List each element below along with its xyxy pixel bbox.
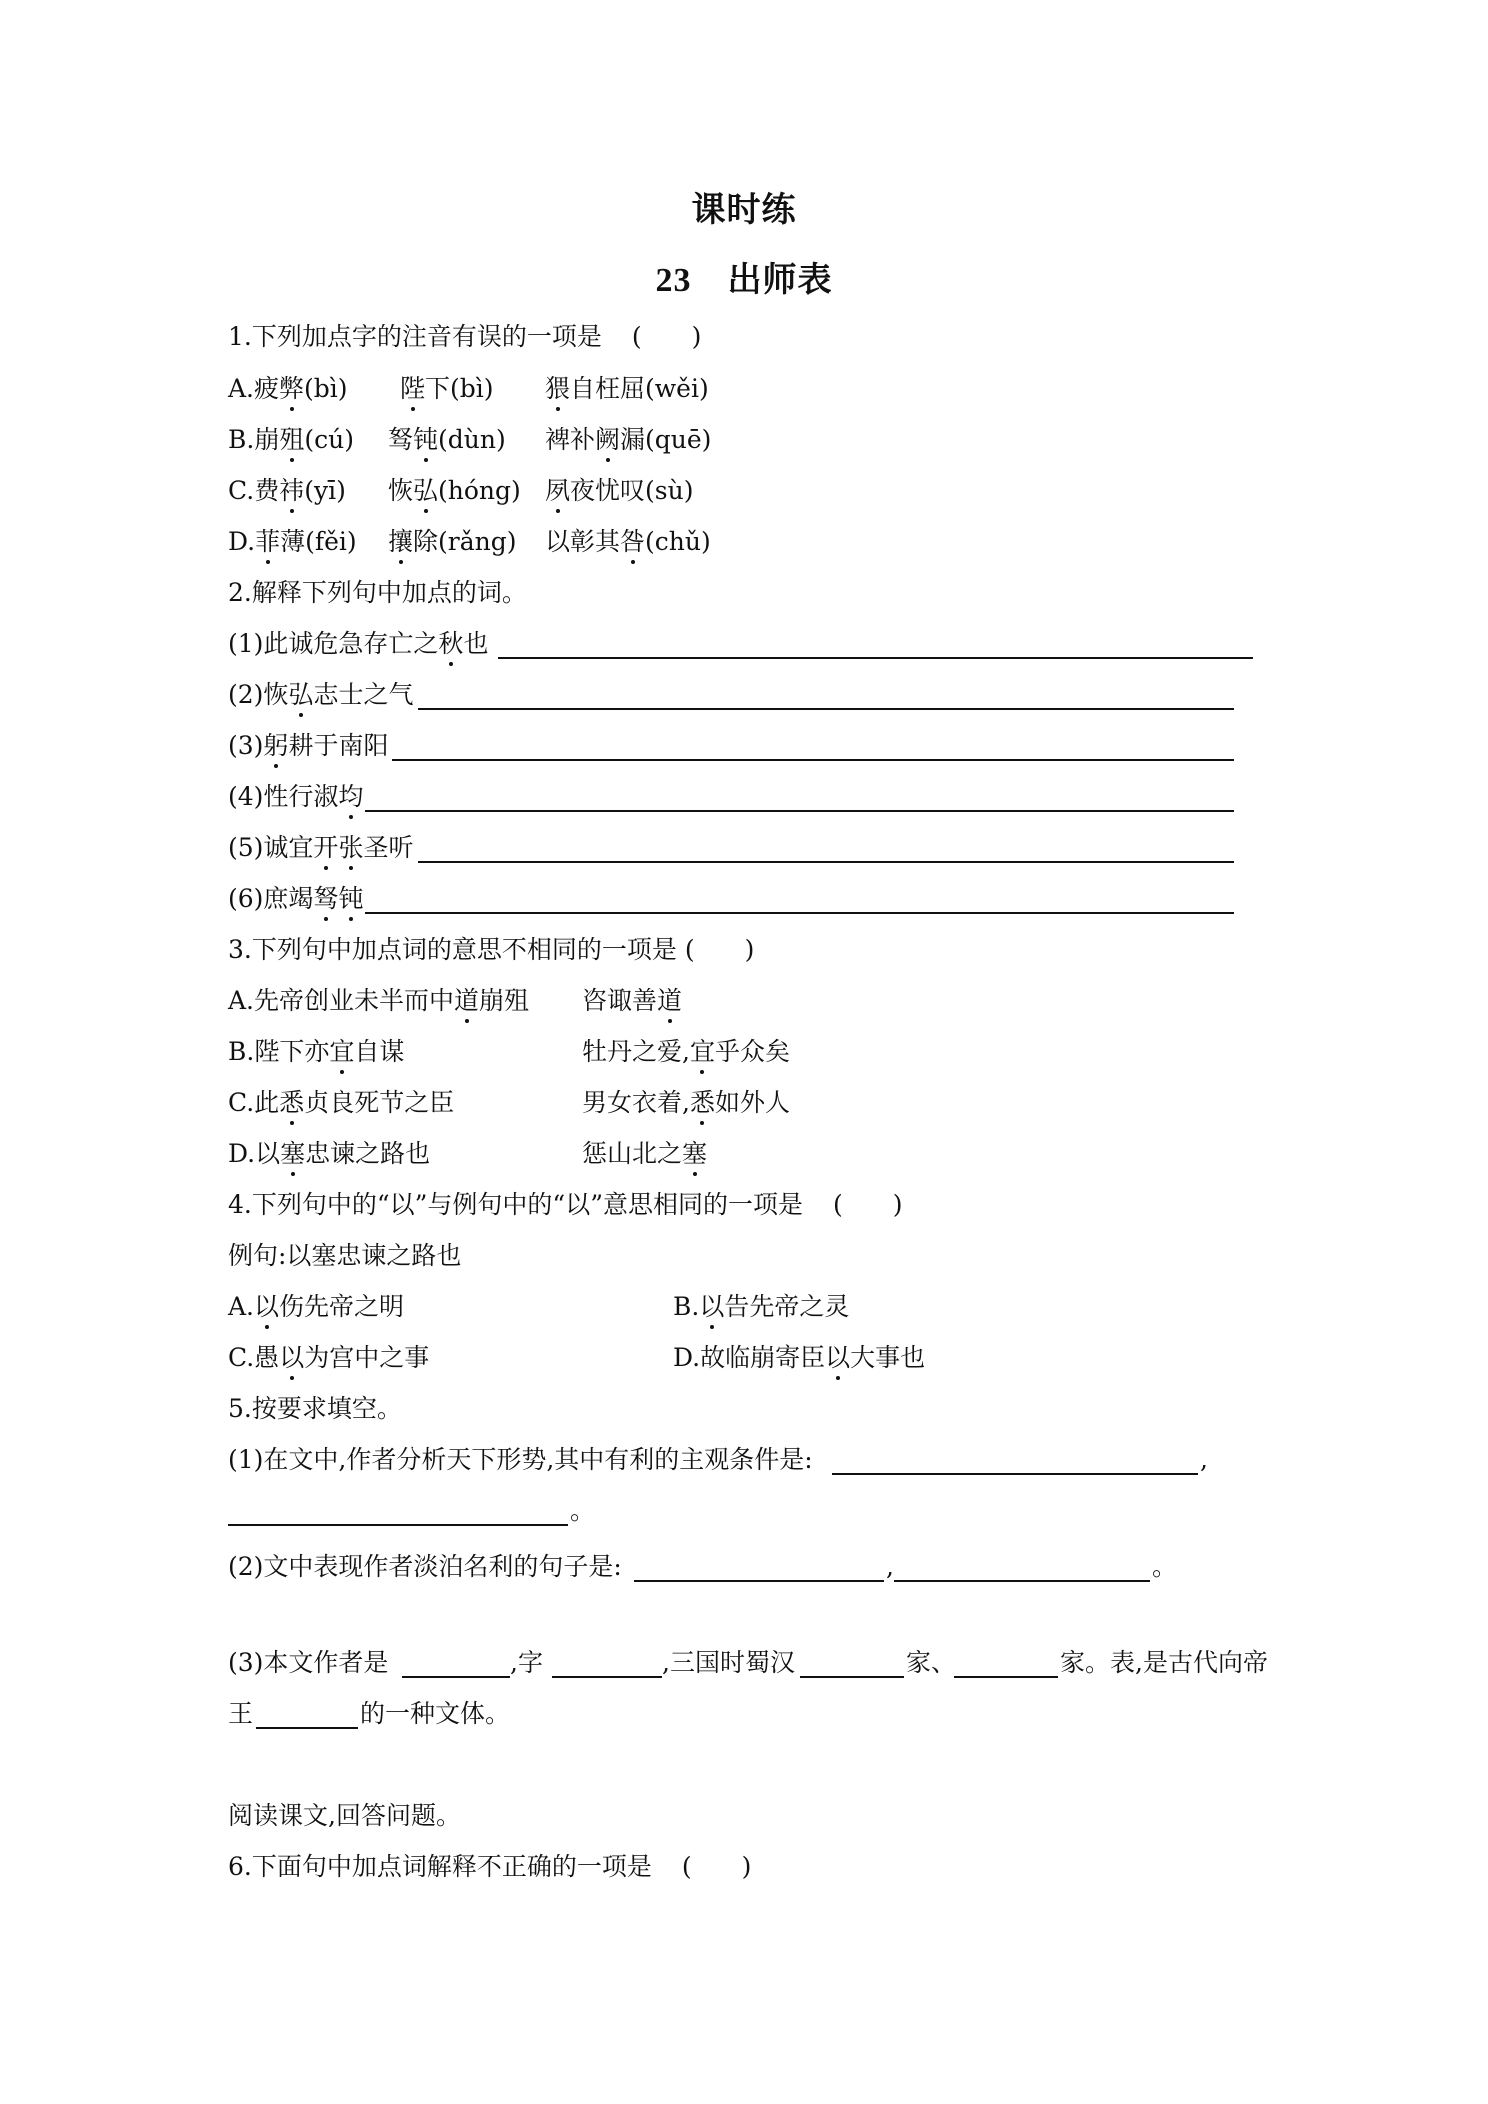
q5-part-1: (1)在文中,作者分析天下形势,其中有利的主观条件是: <box>228 1445 813 1474</box>
q4-option-c: C.愚以为宫中之事 <box>228 1341 429 1375</box>
q2-item-2: (2)恢弘志士之气 <box>228 678 413 712</box>
q5-2-blank-1[interactable] <box>634 1580 884 1582</box>
q5-3-tail: 家。表,是古代向帝 <box>1060 1648 1268 1677</box>
q1-option-d: D.菲薄(fěi) <box>228 525 357 559</box>
q4-option-a: A.以伤先帝之明 <box>228 1290 404 1324</box>
q1-d-item-1: 菲薄(fěi) <box>255 527 357 556</box>
question-5-stem: 5.按要求填空。 <box>228 1394 402 1423</box>
lesson-name: 出师表 <box>727 260 833 300</box>
q5-part-2: (2)文中表现作者淡泊名利的句子是: <box>228 1552 622 1581</box>
q3-option-c: C.此悉贞良死节之臣 <box>228 1086 454 1120</box>
q5-3-blank-role-2[interactable] <box>954 1676 1058 1678</box>
q5-3-blank-author[interactable] <box>402 1676 510 1678</box>
q4-option-b: B.以告先帝之灵 <box>673 1290 849 1324</box>
q3-option-a-compare: 咨诹善道 <box>582 984 682 1018</box>
q3-option-b: B.陛下亦宜自谋 <box>228 1035 404 1069</box>
q4-option-d: D.故临崩寄臣以大事也 <box>673 1341 925 1375</box>
q1-option-b: B.崩殂(cú) <box>228 423 354 457</box>
q5-3-blank-form[interactable] <box>256 1727 358 1729</box>
q1-a-item-1: 疲弊(bì) <box>254 374 348 403</box>
q5-3-blank-role-1[interactable] <box>800 1676 904 1678</box>
q2-answer-line-4[interactable] <box>365 810 1234 812</box>
q5-1-blank-2[interactable] <box>228 1524 568 1526</box>
q1-d-item-3: 以彰其咎(chǔ) <box>545 525 711 559</box>
q3-option-c-compare: 男女衣着,悉如外人 <box>582 1086 790 1120</box>
q1-c-item-2: 恢弘(hóng) <box>388 474 521 508</box>
q3-option-a: A.先帝创业未半而中道崩殂 <box>228 984 529 1018</box>
lesson-number: 23 <box>655 262 692 299</box>
q4-example: 例句:以塞忠谏之路也 <box>228 1241 462 1270</box>
q1-option-c: C.费祎(yī) <box>228 474 346 508</box>
page-title: 课时练 <box>691 190 797 230</box>
q2-item-6: (6)庶竭驽钝 <box>228 882 363 916</box>
q2-answer-line-3[interactable] <box>392 759 1234 761</box>
q1-a-item-3: 猥自枉屈(wěi) <box>545 372 709 406</box>
q2-answer-line-6[interactable] <box>365 912 1234 914</box>
q1-b-item-2: 驽钝(dùn) <box>388 423 506 457</box>
q1-b-item-3: 裨补阙漏(quē) <box>545 423 711 457</box>
q5-1-comma: , <box>1200 1445 1208 1474</box>
q3-option-d: D.以塞忠谏之路也 <box>228 1137 430 1171</box>
q2-answer-line-5[interactable] <box>418 861 1234 863</box>
q5-1-blank-1[interactable] <box>832 1473 1198 1475</box>
q5-3-blank-courtesy[interactable] <box>552 1676 662 1678</box>
q1-c-item-3: 夙夜忧叹(sù) <box>545 474 693 508</box>
q5-3-line2-start: 王 <box>228 1699 254 1728</box>
q5-3-line2-end: 的一种文体。 <box>360 1699 511 1728</box>
q2-answer-line-2[interactable] <box>418 708 1234 710</box>
q5-3-zi: ,字 <box>510 1648 543 1677</box>
q1-b-item-1: 崩殂(cú) <box>254 425 354 454</box>
q3-option-d-compare: 惩山北之塞 <box>582 1137 707 1171</box>
question-4-stem: 4.下列句中的“以”与例句中的“以”意思相同的一项是 ( ) <box>228 1190 903 1219</box>
q1-d-item-2: 攘除(rǎng) <box>388 525 516 559</box>
q2-item-4: (4)性行淑均 <box>228 780 363 814</box>
lesson-title <box>0 252 1488 301</box>
q2-item-3: (3)躬耕于南阳 <box>228 729 388 763</box>
q5-3-jia: 家、 <box>906 1648 957 1677</box>
q3-option-b-compare: 牡丹之爱,宜乎众矣 <box>582 1035 790 1069</box>
question-6-stem: 6.下面句中加点词解释不正确的一项是 ( ) <box>228 1852 752 1881</box>
reading-instruction: 阅读课文,回答问题。 <box>228 1801 461 1830</box>
q5-part-3: (3)本文作者是 <box>228 1648 389 1677</box>
q5-1-end: 。 <box>570 1496 596 1525</box>
question-2-stem: 2.解释下列句中加点的词。 <box>228 578 527 607</box>
q5-2-end: 。 <box>1152 1552 1178 1581</box>
q1-a-item-2: 陛下(bì) <box>400 372 494 406</box>
q1-c-item-1: 费祎(yī) <box>254 476 346 505</box>
q2-answer-line-1[interactable] <box>498 657 1253 659</box>
q5-2-comma: , <box>886 1552 894 1581</box>
q2-item-5: (5)诚宜开张圣听 <box>228 831 413 865</box>
question-3-stem: 3.下列句中加点词的意思不相同的一项是 ( ) <box>228 935 755 964</box>
q1-option-a: A.疲弊(bì) <box>228 372 348 406</box>
question-1-stem: 1.下列加点字的注音有误的一项是 ( ) <box>228 322 702 351</box>
q5-2-blank-2[interactable] <box>894 1580 1150 1582</box>
q5-3-shuhan: ,三国时蜀汉 <box>662 1648 795 1677</box>
q2-item-1: (1)此诚危急存亡之秋也 <box>228 627 488 661</box>
